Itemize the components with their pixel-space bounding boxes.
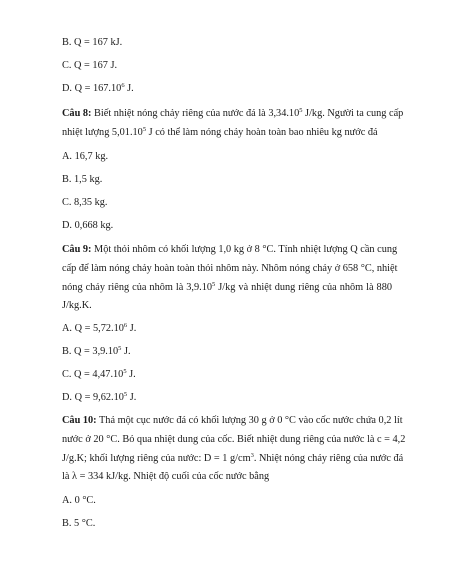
q9-option-d: D. $Q = 9,62.10^5$ J.	[62, 391, 137, 403]
q8-option-c: C. 8,35 kg.	[62, 197, 108, 208]
q9-option-b: B. $Q = 3,9.10^5$ J.	[62, 345, 131, 357]
q10-stem-line4: là λ = 334 kJ/kg. Nhiệt độ cuối của cốc nước bằng	[62, 471, 270, 482]
prev-option-b: B. Q = 167 kJ.	[62, 37, 123, 48]
q8-option-d: D. 0,668 kg.	[62, 220, 114, 231]
q10-stem-line3: J/g.K; khối lượng riêng của nước: D = 1 $g/cm^3$. Nhiệt nóng chảy riêng của nước đá	[62, 452, 404, 464]
prev-option-c: C. Q = 167 J.	[62, 60, 118, 71]
q8-number: Câu 8:	[62, 108, 92, 119]
q8-stem-line1: Câu 8: Biết nhiệt nóng chảy riêng của nước đá là 3,34.10$^5$ J/kg. Người ta cung cấp	[62, 107, 404, 119]
q9-option-c: C. $Q = 4,47.10^5$ J.	[62, 368, 136, 380]
prev-option-d: D. $Q = 167.10^6$ J.	[62, 82, 134, 94]
q10-option-a: A. 0 °C.	[62, 495, 96, 506]
q8-option-b: B. 1,5 kg.	[62, 174, 103, 185]
q9-stem-line2: cấp để làm nóng chảy hoàn toàn thỏi nhôm này. Nhôm nóng chảy ở 658 °C, nhiệt	[62, 263, 398, 274]
q10-option-b: B. 5 °C.	[62, 518, 96, 529]
q8-stem-line2: nhiệt lượng 5,01.10$^5$ J có thể làm nóng chảy hoàn toàn bao nhiêu kg nước đá	[62, 126, 378, 138]
q9-stem-line3: nóng chảy riêng của nhôm là 3,9.10$^5$ J/kg và nhiệt dung riêng của nhôm là 880	[62, 281, 392, 293]
q9-number: Câu 9:	[62, 244, 92, 255]
q10-number: Câu 10:	[62, 415, 97, 426]
q10-stem-line1: Câu 10: Thả một cục nước đá có khối lượng 30 g ở 0 °C vào cốc nước chứa 0,2 lít	[62, 415, 403, 426]
q9-stem-line1: Câu 9: Một thỏi nhôm có khối lượng 1,0 kg ở 8 °C. Tính nhiệt lượng Q cần cung	[62, 244, 398, 255]
q9-stem-line4: J/kg.K.	[62, 300, 92, 311]
q8-option-a: A. 16,7 kg.	[62, 151, 109, 162]
q10-stem-line2: nước ở 20 °C. Bỏ qua nhiệt dung của cốc. Biết nhiệt dung riêng của nước là c = 4,2	[62, 434, 406, 445]
q9-option-a: A. $Q = 5,72.10^6$ J.	[62, 322, 137, 334]
